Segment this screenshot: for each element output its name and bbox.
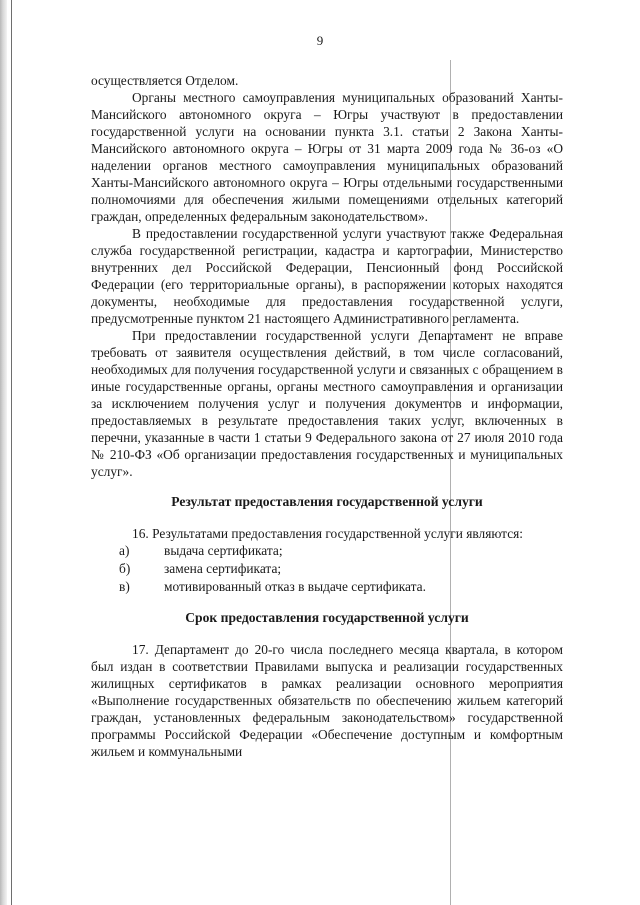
results-list — [91, 542, 563, 596]
heading-service-term: Срок предоставления государственной услуги — [185, 610, 469, 625]
paragraph-results-intro: 16. Результатами предоставления государственной услуги являются: — [132, 526, 524, 541]
list-marker: б) — [119, 561, 131, 576]
list-marker: а) — [119, 543, 130, 558]
paragraph-department-restrictions: При предоставлении государственной услуги Департамент не вправе требовать от заявителя осуществления действий, в том числе согласований, необходимых для получения государственной услуги и связанных с обращением в иные государственные органы, органы местного самоуправления и организации за исключением получения услуг и получения документов и информации, предоставляемых в результате предоставления таких услуг, включенных в перечни, указанные в части 1 статьи 9 Федерального закона от 27 июля 2010 года № 210-ФЗ «Об организации предоставления государственных и муниципальных услуг». — [91, 328, 563, 479]
list-item — [91, 542, 563, 560]
paragraph-participating-agencies: В предоставлении государственной услуги участвуют также Федеральная служба государственной регистрации, кадастра и картографии, Министерство внутренних дел Российской Федерации, Пенсионный фонд Российской Федерации (его территориальные органы), в распоряжении которых находятся документы, необходимые для предоставления государственной услуги, предусмотренные пунктом 21 настоящего Административного регламента. — [91, 226, 563, 326]
list-item-text: выдача сертификата; — [164, 543, 283, 558]
document-body — [91, 72, 563, 760]
paragraph-continuation: осуществляется Отделом. — [91, 73, 239, 88]
list-marker: в) — [119, 579, 130, 594]
scan-binding-edge — [0, 0, 7, 905]
list-item — [91, 560, 563, 578]
heading-service-result: Результат предоставления государственной услуги — [171, 494, 483, 509]
list-item-text: замена сертификата; — [164, 561, 282, 576]
list-item — [91, 578, 563, 596]
list-item-text: мотивированный отказ в выдаче сертификата. — [164, 579, 426, 594]
page-number: 9 — [316, 33, 324, 48]
paragraph-local-authorities: Органы местного самоуправления муниципальных образований Ханты-Мансийского автономного округа – Югры участвуют в предоставлении государственной услуги на основании пункта 3.1. статьи 2 Закона Ханты-Мансийского автономного округа – Югры от 31 марта 2009 года № 36-оз «О наделении органов местного самоуправления муниципальных образований Ханты-Мансийского автономного округа – Югры отдельными государственными полномочиями для обеспечения жилыми помещениями отдельных категорий граждан, определенных федеральным законодательством». — [91, 90, 563, 224]
scan-edge-line — [11, 0, 12, 905]
paragraph-service-term: 17. Департамент до 20-го числа последнего месяца квартала, в котором был издан в соответствии Правилами выпуска и реализации государственных жилищных сертификатов в рамках реализации основного мероприятия «Выполнение государственных обязательств по обеспечению жильем категорий граждан, установленных федеральным законодательством» государственной программы Российской Федерации «Обеспечение доступным и комфортным жильем и коммунальными — [91, 642, 563, 759]
